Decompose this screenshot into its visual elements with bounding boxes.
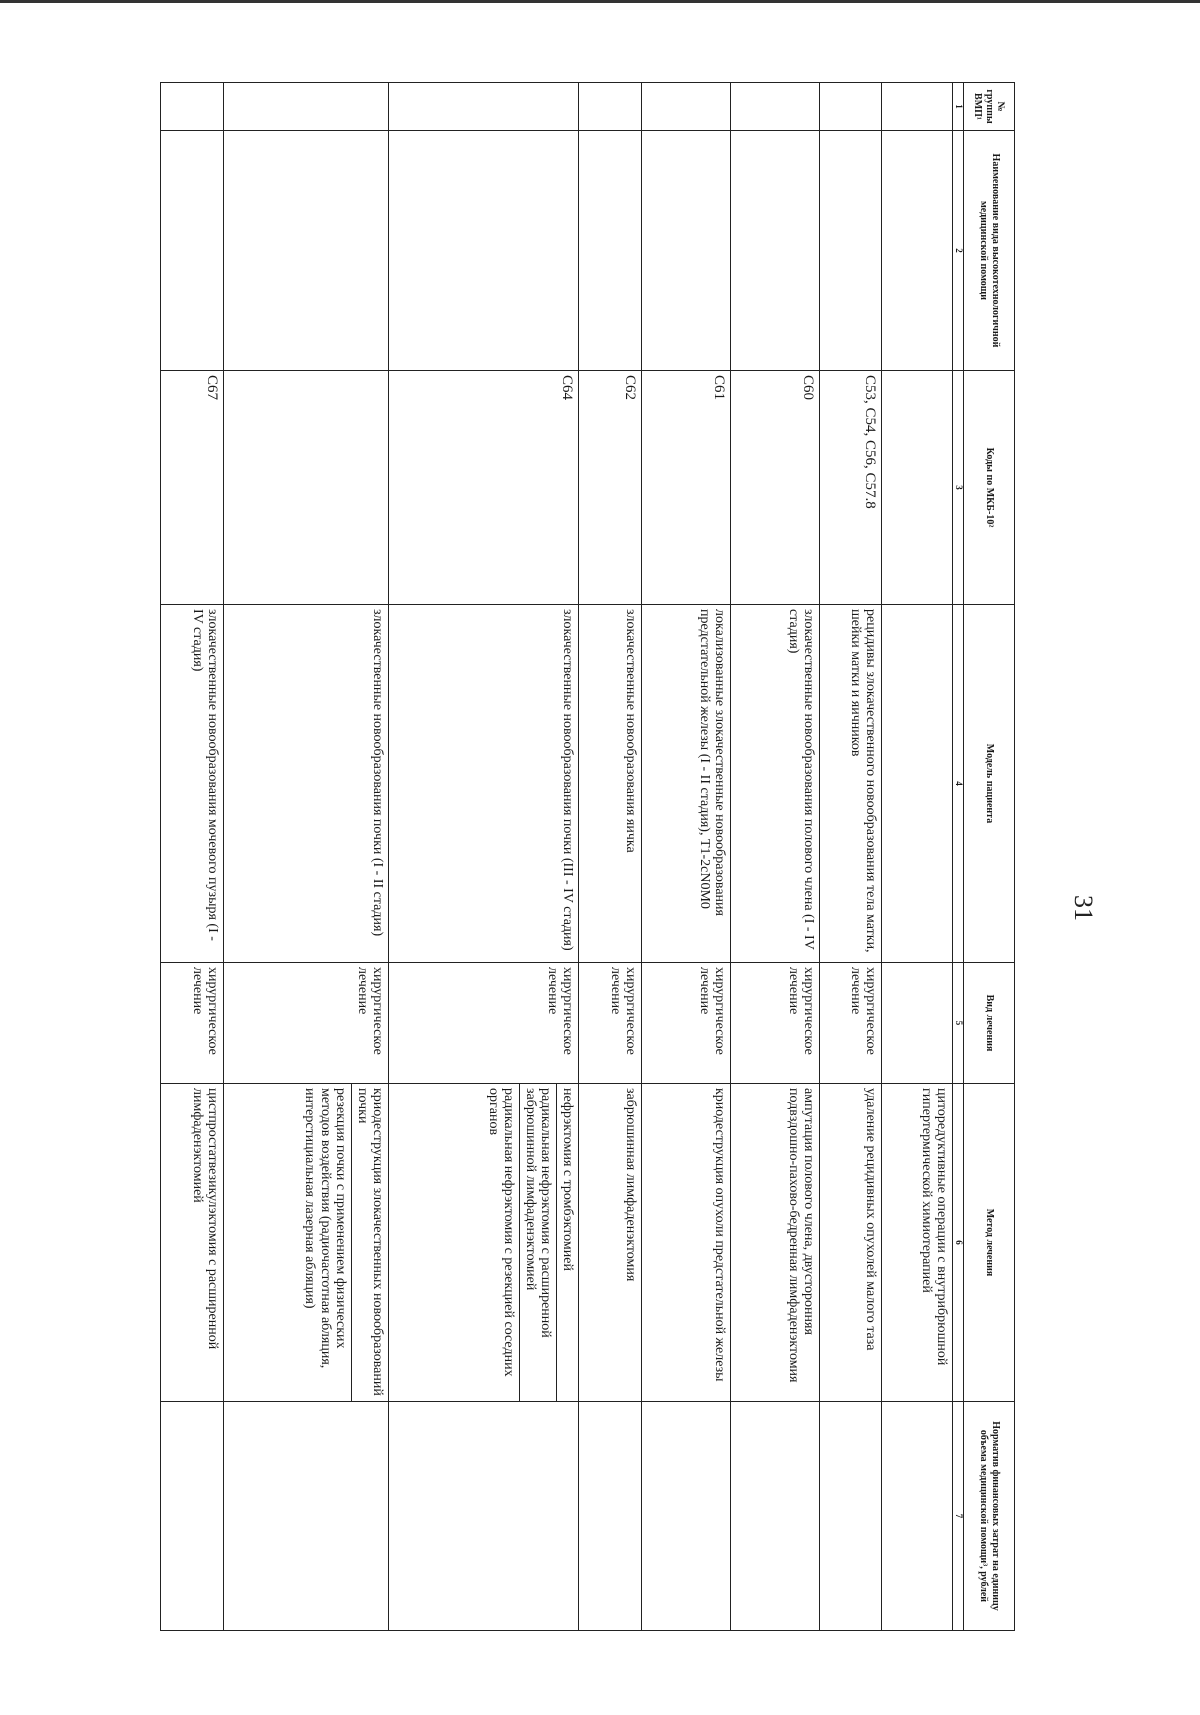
cell-model: злокачественные новообразования почки (III - IV стадия)	[388, 605, 578, 963]
col-number: 3	[953, 371, 964, 605]
cell-treatment: хирургическое лечение	[579, 963, 642, 1084]
header-row	[964, 83, 1015, 1631]
col-header-model: Модель пациента	[964, 605, 1015, 963]
method-item: удаление рецидивных опухолей малого таза	[862, 1088, 878, 1351]
method-item: криодеструкция опухоли предстательной железы	[712, 1088, 728, 1382]
cell-name	[161, 131, 224, 371]
col-header-name: Наименование вида высокотехнологичной медицинской помощи	[964, 131, 1015, 371]
col-number: 1	[953, 83, 964, 131]
method-list	[299, 1084, 388, 1401]
cell-name	[731, 131, 820, 371]
method-list	[916, 1084, 952, 1401]
cell-norm	[388, 1402, 578, 1631]
vmp-table	[160, 82, 1015, 1631]
table-frame	[160, 82, 1015, 1630]
cell-codes: C67	[161, 371, 224, 605]
method-item: радикальная нефрэктомия с резекцией соседних органов	[485, 1088, 516, 1377]
method-list	[187, 1084, 223, 1401]
cell-name	[641, 131, 730, 371]
method-list	[709, 1084, 730, 1401]
cell-treatment: хирургическое лечение	[161, 963, 224, 1084]
table-row	[731, 83, 820, 1631]
method-list	[620, 1084, 641, 1401]
cell-model	[881, 605, 953, 963]
cell-group	[731, 83, 820, 131]
cell-name	[223, 131, 388, 371]
method-list	[483, 1084, 579, 1401]
method-item: нефрэктомия с тромбэктомией	[556, 1084, 578, 1401]
col-number: 4	[953, 605, 964, 963]
cell-norm	[881, 1402, 953, 1631]
cell-method	[820, 1084, 882, 1402]
method-list	[783, 1084, 819, 1401]
cell-method	[388, 1084, 578, 1402]
method-item: криодеструкция злокачественных новообразований почки	[351, 1084, 388, 1401]
table-row	[881, 83, 953, 1631]
cell-treatment: хирургическое лечение	[388, 963, 578, 1084]
col-number: 6	[953, 1084, 964, 1402]
cell-name	[881, 131, 953, 371]
table-row	[820, 83, 882, 1631]
cell-group	[641, 83, 730, 131]
cell-treatment: хирургическое лечение	[641, 963, 730, 1084]
page-number: 31	[1069, 895, 1098, 921]
cell-treatment: хирургическое лечение	[820, 963, 882, 1084]
cell-model: злокачественные новообразования мочевого пузыря (I - IV стадия)	[161, 605, 224, 963]
cell-model: локализованные злокачественные новообразования предстательной железы (I - II стадия), T1-2cN0M0	[641, 605, 730, 963]
method-item: забрюшинная лимфаденэктомия	[622, 1088, 638, 1282]
cell-codes: C64	[388, 371, 578, 605]
cell-codes: C61	[641, 371, 730, 605]
method-item: резекция почки с применением физических методов воздействия (радиочастотная абляция, интерстициальная лазерная абляция)	[302, 1088, 348, 1369]
cell-codes: C53, C54, C56, C57.8	[820, 371, 882, 605]
col-header-codes: Коды по МКБ-10²	[964, 371, 1015, 605]
method-item: радикальная нефрэктомия с расширенной забрюшинной лимфаденэктомией	[519, 1084, 556, 1401]
method-item: циторедуктивные операции с внутрибрюшной гипертермической химиотерапией	[919, 1088, 950, 1366]
method-item: цистпростатвезикулэктомия с расширенной лимфаденэктомией	[189, 1088, 220, 1350]
cell-codes	[223, 371, 388, 605]
cell-norm	[579, 1402, 642, 1631]
cell-name	[820, 131, 882, 371]
col-number: 7	[953, 1402, 964, 1631]
cell-codes: C60	[731, 371, 820, 605]
cell-group	[161, 83, 224, 131]
table-row	[641, 83, 730, 1631]
cell-group	[881, 83, 953, 131]
cell-treatment: хирургическое лечение	[223, 963, 388, 1084]
cell-model: злокачественные новообразования яичка	[579, 605, 642, 963]
cell-method	[731, 1084, 820, 1402]
table-row	[161, 83, 224, 1631]
col-header-group: № группы ВМП¹	[964, 83, 1015, 131]
cell-norm	[223, 1402, 388, 1631]
cell-name	[579, 131, 642, 371]
method-list	[860, 1084, 881, 1401]
col-header-norm: Норматив финансовых затрат на единицу объема медицинской помощи³, рублей	[964, 1402, 1015, 1631]
col-header-method: Метод лечения	[964, 1084, 1015, 1402]
table-row	[223, 83, 388, 1631]
cell-model: злокачественные новообразования почки (I - II стадия)	[223, 605, 388, 963]
cell-method	[223, 1084, 388, 1402]
cell-norm	[161, 1402, 224, 1631]
col-number: 5	[953, 963, 964, 1084]
cell-model: рецидивы злокачественного новообразования тела матки, шейки матки и яичников	[820, 605, 882, 963]
top-scan-rule	[0, 0, 1200, 3]
cell-method	[881, 1084, 953, 1402]
cell-codes: C62	[579, 371, 642, 605]
table-row	[388, 83, 578, 1631]
cell-method	[641, 1084, 730, 1402]
col-number: 2	[953, 131, 964, 371]
method-item: ампутация полового члена, двусторонняя подвздошно-пахово-бедренная лимфаденэктомия	[786, 1088, 817, 1383]
cell-method	[579, 1084, 642, 1402]
col-header-treatment: Вид лечения	[964, 963, 1015, 1084]
cell-treatment: хирургическое лечение	[731, 963, 820, 1084]
cell-group	[579, 83, 642, 131]
cell-norm	[641, 1402, 730, 1631]
cell-norm	[820, 1402, 882, 1631]
cell-treatment	[881, 963, 953, 1084]
cell-group	[223, 83, 388, 131]
cell-model: злокачественные новообразования полового члена (I - IV стадия)	[731, 605, 820, 963]
column-number-row	[953, 83, 964, 1631]
cell-group	[388, 83, 578, 131]
cell-codes	[881, 371, 953, 605]
cell-group	[820, 83, 882, 131]
cell-method	[161, 1084, 224, 1402]
table-row	[579, 83, 642, 1631]
cell-name	[388, 131, 578, 371]
cell-norm	[731, 1402, 820, 1631]
